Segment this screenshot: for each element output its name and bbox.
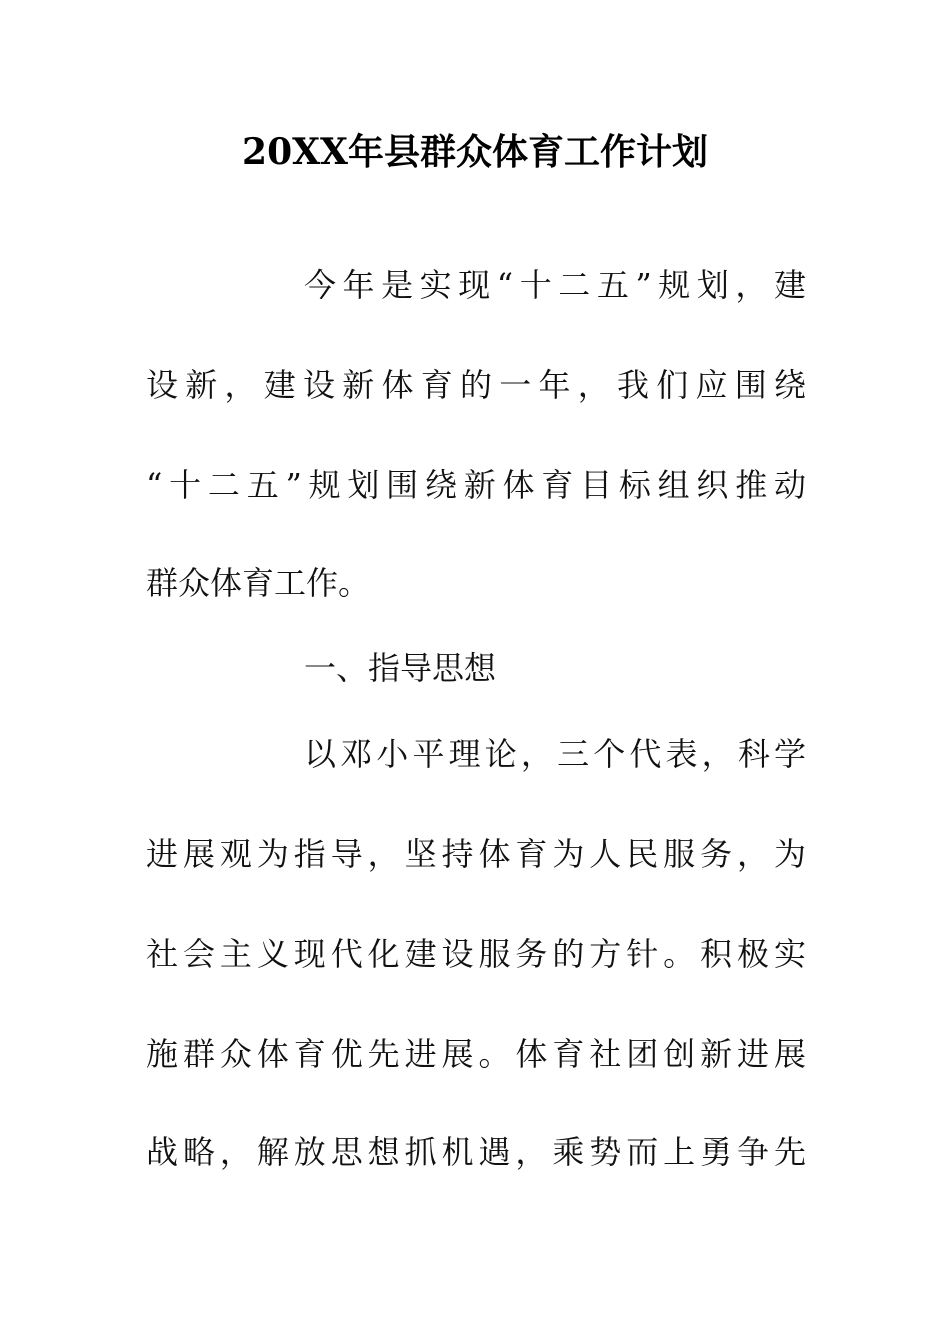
document-title: 20XX年县群众体育工作计划 [242, 131, 708, 173]
body-line-3: “十二五”规划围绕新体育目标组织推动 [146, 466, 806, 504]
body-line-4: 群众体育工作。 [146, 564, 371, 602]
body-line-2: 设新，建设新体育的一年，我们应围绕 [146, 366, 806, 404]
body-line-7: 进展观为指导，坚持体育为人民服务，为 [146, 835, 806, 873]
body-line-8: 社会主义现代化建设服务的方针。积极实 [146, 935, 806, 973]
body-line-9: 施群众体育优先进展。体育社团创新进展 [146, 1035, 806, 1073]
body-line-6: 以邓小平理论，三个代表，科学 [304, 735, 806, 773]
body-line-1: 今年是实现“十二五”规划，建 [304, 266, 806, 304]
body-line-10: 战略，解放思想抓机遇，乘势而上勇争先 [146, 1133, 806, 1171]
section-heading-guiding-thought: 一、指导思想 [304, 649, 497, 687]
